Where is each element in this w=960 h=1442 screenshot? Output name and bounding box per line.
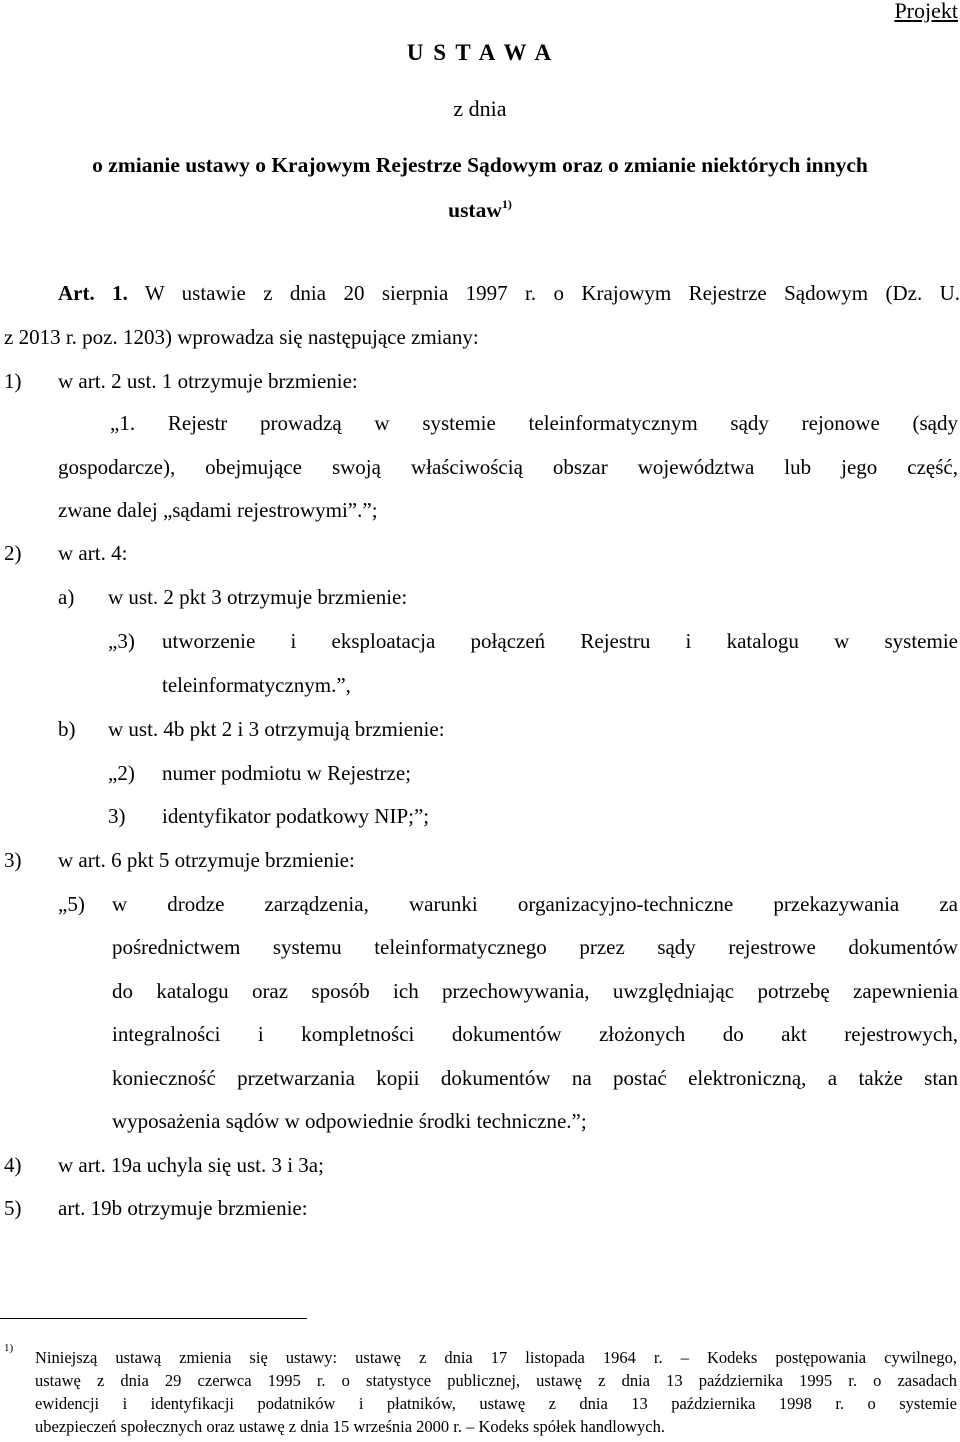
point-1-quote-line-3: zwane dalej „sądami rejestrowymi”.”; [58, 498, 378, 522]
footnote-line-2: ustawę z dnia 29 czerwca 1995 r. o statystyce publicznej, ustawę z dnia 13 października 1995 r. o zasadach [35, 1371, 957, 1390]
subject-line-1: o zmianie ustawy o Krajowym Rejestrze Sądowym oraz o zmianie niektórych innych [92, 153, 868, 177]
point-4-text: w art. 19a uchyla się ust. 3 i 3a; [58, 1153, 324, 1177]
point-2b-label: b) [58, 717, 76, 741]
date-line: z dnia [453, 96, 507, 121]
subject-line-2 [0, 197, 960, 223]
point-3-quote-line-2: pośrednictwem systemu teleinformatycznego przez sądy rejestrowe dokumentów [112, 935, 958, 959]
point-2b-q2-text: identyfikator podatkowy NIP;”; [162, 804, 430, 828]
point-2a-text: w ust. 2 pkt 3 otrzymuje brzmienie: [108, 585, 408, 609]
point-3-quote-line-6: wyposażenia sądów w odpowiednie środki techniczne.”; [112, 1109, 587, 1133]
projekt-label: Projekt [894, 0, 958, 23]
point-2b-q1-num: „2) [108, 761, 135, 785]
point-2b-q1-text: numer podmiotu w Rejestrze; [162, 761, 412, 785]
point-1-num: 1) [4, 369, 22, 393]
point-2a-quote-line-1: utworzenie i eksploatacja połączeń Rejestru i katalogu w systemie [162, 629, 958, 653]
point-2b-q2-num: 3) [108, 804, 126, 828]
point-2a-quote-num: „3) [108, 629, 135, 653]
point-1-quote-line-2: gospodarcze), obejmujące swoją właściwością obszar województwa lub jego część, [58, 455, 958, 479]
art1-line-1 [58, 281, 960, 306]
point-3-quote-line-4: integralności i kompletności dokumentów złożonych do akt rejestrowych, [112, 1022, 958, 1046]
footnote-line-4: ubezpieczeń społecznych oraz ustawę z dnia 15 września 2000 r. – Kodeks spółek handlowych. [35, 1417, 665, 1436]
art1-line-2: z 2013 r. poz. 1203) wprowadza się następujące zmiany: [4, 325, 479, 349]
point-5-num: 5) [4, 1196, 22, 1220]
point-3-quote-line-3: do katalogu oraz sposób ich przechowywania, uwzględniając potrzebę zapewnienia [112, 979, 958, 1003]
point-3-quote-num: „5) [58, 892, 85, 916]
footnote-ref: 1) [501, 197, 512, 211]
art1-label: Art. 1. [58, 281, 128, 305]
point-2-num: 2) [4, 541, 22, 565]
footnote-separator [0, 1318, 307, 1319]
point-3-num: 3) [4, 848, 22, 872]
act-title: U S T A W A [406, 40, 554, 65]
subject-ustaw: ustaw [448, 198, 502, 222]
point-2b-text: w ust. 4b pkt 2 i 3 otrzymują brzmienie: [108, 717, 445, 741]
art1-intro: W ustawie z dnia 20 sierpnia 1997 r. o Krajowym Rejestrze Sądowym (Dz. U. [144, 281, 960, 305]
point-5-text: art. 19b otrzymuje brzmienie: [58, 1196, 308, 1220]
point-3-text: w art. 6 pkt 5 otrzymuje brzmienie: [58, 848, 355, 872]
point-2a-label: a) [58, 585, 75, 609]
point-3-quote-line-5: konieczność przetwarzania kopii dokumentów na postać elektroniczną, a także stan [112, 1066, 958, 1090]
point-1-text: w art. 2 ust. 1 otrzymuje brzmienie: [58, 369, 358, 393]
point-3-quote-line-1: w drodze zarządzenia, warunki organizacyjno-techniczne przekazywania za [112, 892, 958, 916]
point-4-num: 4) [4, 1153, 22, 1177]
footnote-marker: 1) [4, 1342, 14, 1354]
point-1-quote-line-1: „1. Rejestr prowadzą w systemie teleinformatycznym sądy rejonowe (sądy [110, 411, 958, 435]
footnote-line-3: ewidencji i identyfikacji podatników i płatników, ustawę z dnia 13 października 1998 r. o systemie [35, 1394, 957, 1413]
point-2-text: w art. 4: [58, 541, 128, 565]
footnote-line-1: Niniejszą ustawą zmienia się ustawy: ustawę z dnia 17 listopada 1964 r. – Kodeks postępowania cywilnego, [35, 1348, 957, 1367]
point-2a-quote-line-2: teleinformatycznym.”, [162, 673, 351, 697]
